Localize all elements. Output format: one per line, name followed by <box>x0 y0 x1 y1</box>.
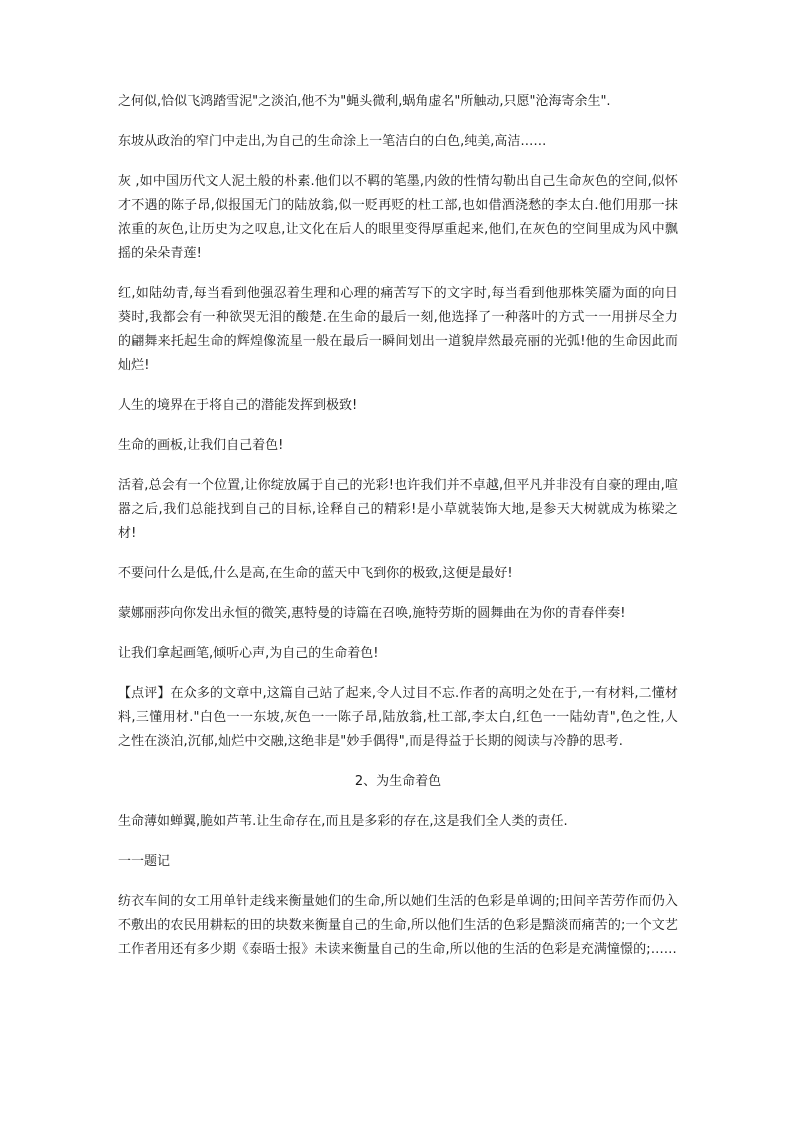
paragraph: 东坡从政治的窄门中走出,为自己的生命涂上一笔洁白的白色,纯美,高洁…… <box>118 134 547 149</box>
paragraph: 让我们拿起画笔,倾听心声,为自己的生命着色! <box>118 646 379 661</box>
paragraph: 之何似,恰似飞鸿踏雪泥"之淡泊,他不为"蝇头微利,蜗角虚名"所触动,只愿"沧海寄余生". <box>118 94 611 109</box>
paragraph: 纺衣车间的女工用单针走线来衡量她们的生命,所以她们生活的色彩是单调的;田间辛苦劳作而仍入不敷出的农民用耕耘的田的块数来衡量自己的生命,所以他们生活的色彩是黯淡而痛苦的;一个文艺工作者用还有多少期《泰晤士报》未读来衡量自己的生命,所以他的生活的色彩是充满憧憬的;…… <box>118 894 678 957</box>
paragraph: 人生的境界在于将自己的潜能发挥到极致! <box>118 398 358 413</box>
paragraph: 生命的画板,让我们自己着色! <box>118 438 284 453</box>
paragraph: 红,如陆幼青,每当看到他强忍着生理和心理的痛苦写下的文字时,每当看到他那株笑靥为面的向日葵时,我都会有一种欲哭无泪的酸楚.在生命的最后一刻,他选择了一种落叶的方式一一用拼尽全力的翩舞来托起生命的辉煌像流星一般在最后一瞬间划出一道貌岸然最亮丽的光弧!他的生命因此而灿烂! <box>118 286 678 373</box>
paragraph: 生命薄如蝉翼,脆如芦苇.让生命存在,而且是多彩的存在,这是我们全人类的责任. <box>118 814 568 829</box>
paragraph: 灰 ,如中国历代文人泥土般的朴素.他们以不羁的笔墨,内敛的性情勾勒出自己生命灰色的空间,似怀才不遇的陈子昂,似报国无门的陆放翁,似一贬再贬的杜工部,也如借酒浇愁的李太白.他们用那一抹浓重的灰色,让历史为之叹息,让文化在后人的眼里变得厚重起来,他们,在灰色的空间里成为风中飘摇的朵朵青莲! <box>118 174 678 261</box>
section-heading: 2、为生命着色 <box>354 774 442 789</box>
paragraph: 活着,总会有一个位置,让你绽放属于自己的光彩!也许我们并不卓越,但平凡并非没有自豪的理由,喧嚣之后,我们总能找到自己的目标,诠释自己的精彩!是小草就装饰大地,是参天大树就成为栋梁之材! <box>118 478 678 541</box>
epigraph-attribution: 一一题记 <box>118 854 171 869</box>
commentary-paragraph: 【点评】在众多的文章中,这篇自己站了起来,令人过目不忘.作者的高明之处在于,一有材料,二懂材料,三懂用材."白色一一东坡,灰色一一陈子昂,陆放翁,杜工部,李太白,红色一一陆幼青",色之性,人之性在淡泊,沉郁,灿烂中交融,这绝非是"妙手偶得",而是得益于长期的阅读与冷静的思考. <box>118 686 678 749</box>
document-page <box>118 90 678 978</box>
paragraph: 蒙娜丽莎向你发出永恒的微笑,惠特曼的诗篇在召唤,施特劳斯的圆舞曲在为你的青春伴奏! <box>118 606 626 621</box>
paragraph: 不要问什么是低,什么是高,在生命的蓝天中飞到你的极致,这便是最好! <box>118 566 513 581</box>
